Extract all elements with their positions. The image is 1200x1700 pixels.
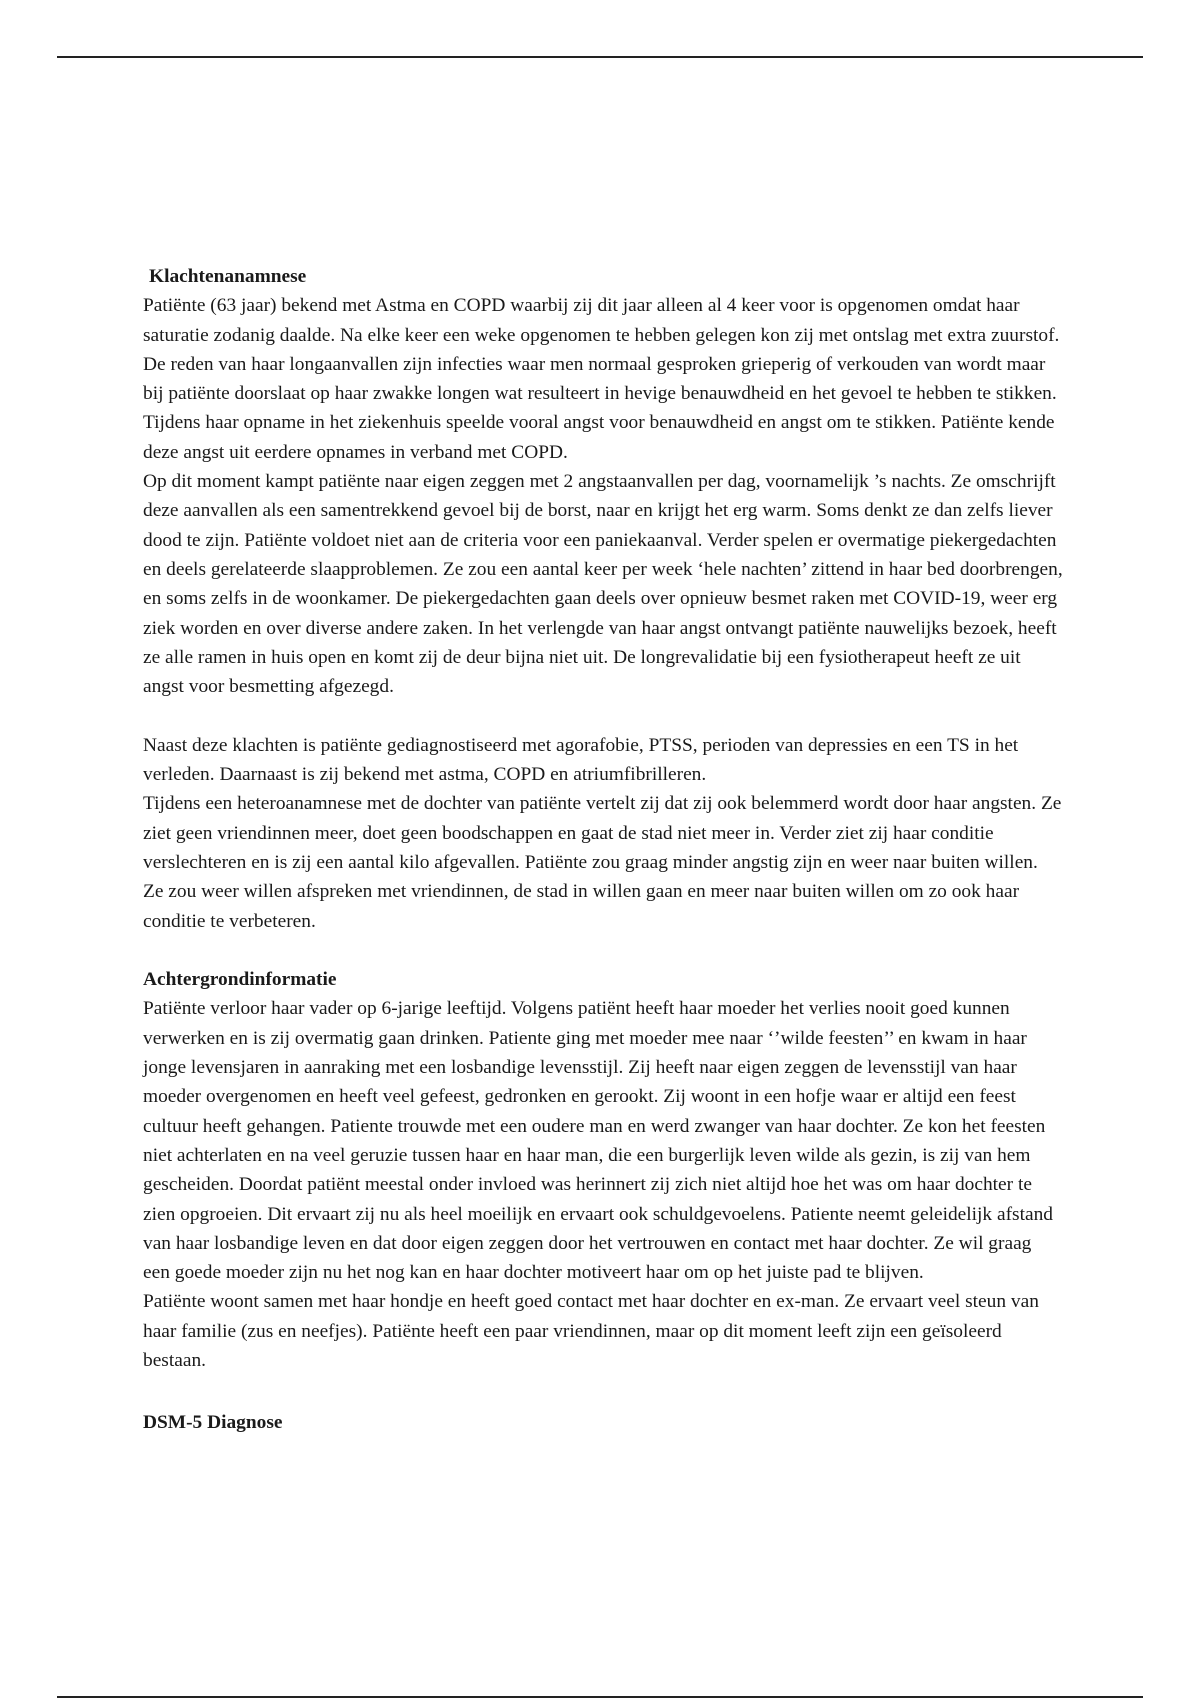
paragraph-spacer — [143, 701, 1063, 730]
paragraph-klachten-3: Naast deze klachten is patiënte gediagnostiseerd met agorafobie, PTSS, perioden van depressies en een TS in het verleden. Daarnaast is zij bekend met astma, COPD en atriumfibrilleren. — [143, 734, 1019, 786]
header-rule — [57, 56, 1143, 58]
paragraph-achtergrond-2: Patiënte woont samen met haar hondje en heeft goed contact met haar dochter en ex-man. Ze ervaart veel steun van haar familie (zus en neefjes). Patiënte heeft een paar vriendinnen, maar op dit moment leeft zijn een geïsoleerd bestaan. — [143, 1291, 1039, 1371]
footer-rule — [57, 1696, 1143, 1698]
paragraph-spacer — [143, 1375, 1063, 1408]
section-heading-klachtenanamnese: Klachtenanamnese — [149, 266, 307, 287]
paragraph-klachten-1: Patiënte (63 jaar) bekend met Astma en COPD waarbij zij dit jaar alleen al 4 keer voor is opgenomen omdat haar saturatie zodanig daalde. Na elke keer een weke opgenomen te hebben gelegen kon zij met ontslag met extra zuurstof. De reden van haar longaanvallen zijn infecties waar men normaal gesproken grieperig of verkouden van wordt maar bij patiënte doorslaat op haar zwakke longen wat resulteert in hevige benauwdheid en het gevoel te hebben te stikken. Tijdens haar opname in het ziekenhuis speelde vooral angst voor benauwdheid en angst om te stikken. Patiënte kende deze angst uit eerdere opnames in verband met COPD. — [143, 295, 1060, 463]
document-body — [143, 262, 1063, 1438]
section-heading-achtergrondinformatie: Achtergrondinformatie — [143, 969, 337, 991]
paragraph-klachten-2: Op dit moment kampt patiënte naar eigen zeggen met 2 angstaanvallen per dag, voornamelijk ’s nachts. Ze omschrijft deze aanvallen als een samentrekkend gevoel bij de borst, naar en krijgt het erg warm. Soms denkt ze dan zelfs liever dood te zijn. Patiënte voldoet niet aan de criteria voor een paniekaanval. Verder spelen er overmatige piekergedachten en deels gerelateerde slaapproblemen. Ze zou een aantal keer per week ‘hele nachten’ zittend in haar bed doorbrengen, en soms zelfs in de woonkamer. De piekergedachten gaan deels over opnieuw besmet raken met COVID-19, weer erg ziek worden en over diverse andere zaken. In het verlengde van haar angst ontvangt patiënte nauwelijks bezoek, heeft ze alle ramen in huis open en komt zij de deur bijna niet uit. De longrevalidatie bij een fysiotherapeut heeft ze uit angst voor besmetting afgezegd. — [143, 471, 1063, 698]
paragraph-achtergrond-1: Patiënte verloor haar vader op 6-jarige leeftijd. Volgens patiënt heeft haar moeder het verlies nooit goed kunnen verwerken en is zij overmatig gaan drinken. Patiente ging met moeder mee naar ‘’wilde feesten’’ en kwam in haar jonge levensjaren in aanraking met een losbandige levensstijl. Zij heeft naar eigen zeggen de levensstijl van haar moeder overgenomen en heeft veel gefeest, gedronken en gerookt. Zij woont in een hofje waar er altijd een feest cultuur heeft gehangen. Patiente trouwde met een oudere man en werd zwanger van haar dochter. Ze kon het feesten niet achterlaten en na veel geruzie tussen haar en haar man, die een burgerlijk leven wilde als gezin, is zij van hem gescheiden. Doordat patiënt meestal onder invloed was herinnert zij zich niet altijd hoe het was om haar dochter te zien opgroeien. Dit ervaart zij nu als heel moeilijk en ervaart ook schuldgevoelens. Patiente neemt geleidelijk afstand van haar losbandige leven en dat door eigen zeggen door het vertrouwen en contact met haar dochter. Ze wil graag een goede moeder zijn nu het nog kan en haar dochter motiveert haar om op het juiste pad te blijven. — [143, 998, 1053, 1284]
section-heading-dsm5-diagnose: DSM-5 Diagnose — [143, 1412, 283, 1434]
paragraph-klachten-4: Tijdens een heteroanamnese met de dochter van patiënte vertelt zij dat zij ook belemmerd wordt door haar angsten. Ze ziet geen vriendinnen meer, doet geen boodschappen en gaat de stad niet meer in. Verder ziet zij haar conditie verslechteren en is zij een aantal kilo afgevallen. Patiënte zou graag minder angstig zijn en weer naar buiten willen. Ze zou weer willen afspreken met vriendinnen, de stad in willen gaan en meer naar buiten willen om zo ook haar conditie te verbeteren. — [143, 793, 1062, 932]
paragraph-spacer — [143, 936, 1063, 965]
